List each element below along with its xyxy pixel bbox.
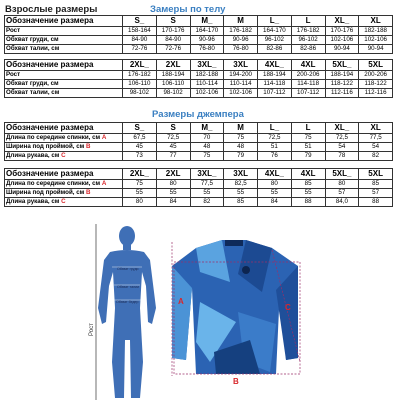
table-cell: 85 xyxy=(359,180,393,189)
size-header-cell: L_ xyxy=(258,16,292,27)
table-cell: 88 xyxy=(291,198,325,207)
table-cell: 176-182 xyxy=(224,27,258,36)
row-label-text: Длина рукава, см xyxy=(6,198,60,205)
table-cell: 80 xyxy=(156,180,190,189)
table-cell: 84-90 xyxy=(123,36,157,45)
size-header-cell: S xyxy=(156,123,190,134)
table-cell: 54 xyxy=(325,143,359,152)
table-cell: 80 xyxy=(123,198,157,207)
size-header-cell: XL xyxy=(359,123,393,134)
letter-c: C xyxy=(285,303,291,312)
jersey-image xyxy=(172,240,298,374)
row-label-text: Обхват талии, см xyxy=(6,45,60,52)
table-cell: 194-200 xyxy=(224,71,258,80)
size-header-cell: 2XL_ xyxy=(123,169,157,180)
table-cell: 55 xyxy=(123,189,157,198)
measure-letter: A xyxy=(101,180,107,187)
table-cell: 90-96 xyxy=(190,36,224,45)
size-header-cell: 2XL xyxy=(156,169,190,180)
table-header-row xyxy=(5,123,393,134)
table-row xyxy=(5,152,393,161)
table-cell: 96-102 xyxy=(291,36,325,45)
table-cell: 84 xyxy=(156,198,190,207)
size-designation-label: Обозначение размера xyxy=(5,169,123,180)
table-cell: 200-206 xyxy=(359,71,393,80)
table-cell: 80 xyxy=(325,180,359,189)
table-cell: 48 xyxy=(224,143,258,152)
table-cell: 110-114 xyxy=(224,80,258,89)
size-header-cell: 4XL_ xyxy=(258,60,292,71)
size-header-cell: 4XL xyxy=(291,169,325,180)
size-header-cell: XL_ xyxy=(325,16,359,27)
table-row xyxy=(5,80,393,89)
table-row xyxy=(5,180,393,189)
table-cell: 77,5 xyxy=(190,180,224,189)
table-cell: 55 xyxy=(224,189,258,198)
table-cell: 79 xyxy=(291,152,325,161)
table-cell: 102-106 xyxy=(359,36,393,45)
size-header-cell: L_ xyxy=(258,123,292,134)
table-cell: 114-118 xyxy=(258,80,292,89)
table-cell: 73 xyxy=(123,152,157,161)
table-cell: 112-116 xyxy=(325,89,359,98)
table-cell: 170-176 xyxy=(156,27,190,36)
table-cell: 170-176 xyxy=(325,27,359,36)
size-header-cell: 5XL xyxy=(359,169,393,180)
row-label xyxy=(5,89,123,98)
chest-label: Обхват груди xyxy=(117,267,139,271)
size-header-cell: M xyxy=(224,16,258,27)
table-cell: 182-188 xyxy=(190,71,224,80)
letter-a: A xyxy=(178,297,184,306)
table-cell: 55 xyxy=(190,189,224,198)
table-cell: 85 xyxy=(291,180,325,189)
table-cell: 45 xyxy=(156,143,190,152)
table-cell: 96-102 xyxy=(258,36,292,45)
table-cell: 90-94 xyxy=(325,45,359,54)
body-size-table-small xyxy=(4,15,393,54)
table-cell: 72,5 xyxy=(325,134,359,143)
table-row xyxy=(5,134,393,143)
table-cell: 51 xyxy=(258,143,292,152)
measure-letter: C xyxy=(61,152,66,159)
row-label-text: Рост xyxy=(6,27,21,34)
table-cell: 72-76 xyxy=(123,45,157,54)
jumper-size-table-small xyxy=(4,122,393,161)
table-cell: 57 xyxy=(325,189,359,198)
size-header-cell: S_ xyxy=(123,16,157,27)
body-silhouette xyxy=(98,226,156,398)
table-cell: 84,0 xyxy=(325,198,359,207)
table-cell: 82-86 xyxy=(291,45,325,54)
row-label xyxy=(5,36,123,45)
size-header-cell: 3XL xyxy=(224,169,258,180)
letter-b: B xyxy=(233,377,239,386)
table-cell: 67,5 xyxy=(123,134,157,143)
table-cell: 106-110 xyxy=(123,80,157,89)
table-cell: 188-194 xyxy=(325,71,359,80)
row-label xyxy=(5,198,123,207)
waist-label: Обхват талии xyxy=(117,285,140,289)
table-cell: 45 xyxy=(123,143,157,152)
table-cell: 107-112 xyxy=(291,89,325,98)
table-cell: 106-110 xyxy=(156,80,190,89)
table-cell: 102-106 xyxy=(190,89,224,98)
table-cell: 57 xyxy=(359,189,393,198)
table-cell: 82 xyxy=(190,198,224,207)
table-cell: 82-86 xyxy=(258,45,292,54)
table-cell: 118-122 xyxy=(325,80,359,89)
row-label-text: Длина по середине спинки, см xyxy=(6,134,101,141)
table-cell: 79 xyxy=(224,152,258,161)
size-header-cell: 5XL xyxy=(359,60,393,71)
table-cell: 75 xyxy=(190,152,224,161)
size-header-cell: S_ xyxy=(123,123,157,134)
height-label: Рост xyxy=(89,323,95,336)
row-label-text: Ширина под проймой, см xyxy=(6,189,85,196)
table-cell: 84 xyxy=(258,198,292,207)
measure-letter: C xyxy=(61,198,66,205)
table-header-row xyxy=(5,169,393,180)
table-cell: 55 xyxy=(291,189,325,198)
table-header-row xyxy=(5,60,393,71)
table-cell: 75 xyxy=(291,134,325,143)
row-label xyxy=(5,27,123,36)
table-cell: 72-76 xyxy=(156,45,190,54)
size-header-cell: 3XL_ xyxy=(190,169,224,180)
jumper-size-table-large xyxy=(4,168,393,207)
table-row xyxy=(5,143,393,152)
table-cell: 84-90 xyxy=(156,36,190,45)
table-cell: 98-102 xyxy=(123,89,157,98)
size-header-cell: 2XL xyxy=(156,60,190,71)
table-cell: 85 xyxy=(224,198,258,207)
measurement-illustration xyxy=(0,212,400,403)
row-label xyxy=(5,71,123,80)
table-cell: 77 xyxy=(156,152,190,161)
size-header-cell: XL xyxy=(359,16,393,27)
measure-letter: B xyxy=(85,189,91,196)
size-header-cell: 3XL xyxy=(224,60,258,71)
table-cell: 55 xyxy=(258,189,292,198)
row-label xyxy=(5,152,123,161)
row-label-text: Обхват груди, см xyxy=(6,36,59,43)
table-cell: 90-94 xyxy=(359,45,393,54)
row-label-text: Обхват талии, см xyxy=(6,89,60,96)
table-cell: 72,5 xyxy=(258,134,292,143)
row-label-text: Ширина под проймой, см xyxy=(6,143,85,150)
table-cell: 72,5 xyxy=(156,134,190,143)
size-header-cell: L xyxy=(291,123,325,134)
size-header-cell: M xyxy=(224,123,258,134)
table-cell: 77,5 xyxy=(359,134,393,143)
table-cell: 55 xyxy=(156,189,190,198)
row-label xyxy=(5,189,123,198)
size-header-cell: M_ xyxy=(190,16,224,27)
row-label-text: Обхват груди, см xyxy=(6,80,59,87)
table-cell: 88 xyxy=(359,198,393,207)
table-cell: 76 xyxy=(258,152,292,161)
table-row xyxy=(5,198,393,207)
size-designation-label: Обозначение размера xyxy=(5,60,123,71)
table-cell: 200-206 xyxy=(291,71,325,80)
table-cell: 164-170 xyxy=(258,27,292,36)
table-cell: 82,5 xyxy=(224,180,258,189)
size-header-cell: M_ xyxy=(190,123,224,134)
size-header-cell: 3XL_ xyxy=(190,60,224,71)
table-cell: 188-194 xyxy=(156,71,190,80)
row-label xyxy=(5,45,123,54)
table-row xyxy=(5,89,393,98)
table-cell: 188-194 xyxy=(258,71,292,80)
table-cell: 176-182 xyxy=(291,27,325,36)
size-header-cell: 4XL_ xyxy=(258,169,292,180)
size-header-cell: L xyxy=(291,16,325,27)
size-header-cell: 2XL_ xyxy=(123,60,157,71)
row-label-text: Длина рукава, см xyxy=(6,152,60,159)
body-size-table-large xyxy=(4,59,393,98)
table-cell: 54 xyxy=(359,143,393,152)
table-cell: 118-122 xyxy=(359,80,393,89)
table-cell: 76-80 xyxy=(190,45,224,54)
table-cell: 164-170 xyxy=(190,27,224,36)
size-designation-label: Обозначение размера xyxy=(5,123,123,134)
size-header-cell: 4XL xyxy=(291,60,325,71)
table-row xyxy=(5,45,393,54)
table-cell: 51 xyxy=(291,143,325,152)
jumper-sizes-heading: Размеры джемпера xyxy=(152,109,244,120)
table-cell: 110-114 xyxy=(190,80,224,89)
row-label xyxy=(5,80,123,89)
size-header-cell: 5XL_ xyxy=(325,60,359,71)
table-cell: 90-96 xyxy=(224,36,258,45)
table-cell: 48 xyxy=(190,143,224,152)
table-cell: 182-188 xyxy=(359,27,393,36)
table-cell: 102-106 xyxy=(224,89,258,98)
body-measurements-heading: Замеры по телу xyxy=(150,4,226,15)
table-row xyxy=(5,71,393,80)
size-designation-label: Обозначение размера xyxy=(5,16,123,27)
table-row xyxy=(5,27,393,36)
table-cell: 112-116 xyxy=(359,89,393,98)
measure-letter: B xyxy=(85,143,91,150)
table-cell: 102-106 xyxy=(325,36,359,45)
row-label xyxy=(5,143,123,152)
table-cell: 70 xyxy=(190,134,224,143)
table-cell: 158-164 xyxy=(123,27,157,36)
size-header-cell: XL_ xyxy=(325,123,359,134)
table-row xyxy=(5,36,393,45)
table-cell: 82 xyxy=(359,152,393,161)
table-cell: 114-118 xyxy=(291,80,325,89)
table-cell: 78 xyxy=(325,152,359,161)
table-cell: 75 xyxy=(224,134,258,143)
row-label-text: Длина по середине спинки, см xyxy=(6,180,101,187)
size-header-cell: 5XL_ xyxy=(325,169,359,180)
row-label xyxy=(5,134,123,143)
adult-sizes-heading: Взрослые размеры xyxy=(5,4,98,15)
row-label xyxy=(5,180,123,189)
table-cell: 107-112 xyxy=(258,89,292,98)
table-cell: 176-182 xyxy=(123,71,157,80)
hips-label: Обхват бедер xyxy=(116,300,139,304)
table-row xyxy=(5,189,393,198)
size-header-cell: S xyxy=(156,16,190,27)
table-cell: 76-80 xyxy=(224,45,258,54)
row-label-text: Рост xyxy=(6,71,21,78)
table-cell: 75 xyxy=(123,180,157,189)
table-cell: 98-102 xyxy=(156,89,190,98)
measure-letter: A xyxy=(101,134,107,141)
table-header-row xyxy=(5,16,393,27)
table-cell: 80 xyxy=(258,180,292,189)
